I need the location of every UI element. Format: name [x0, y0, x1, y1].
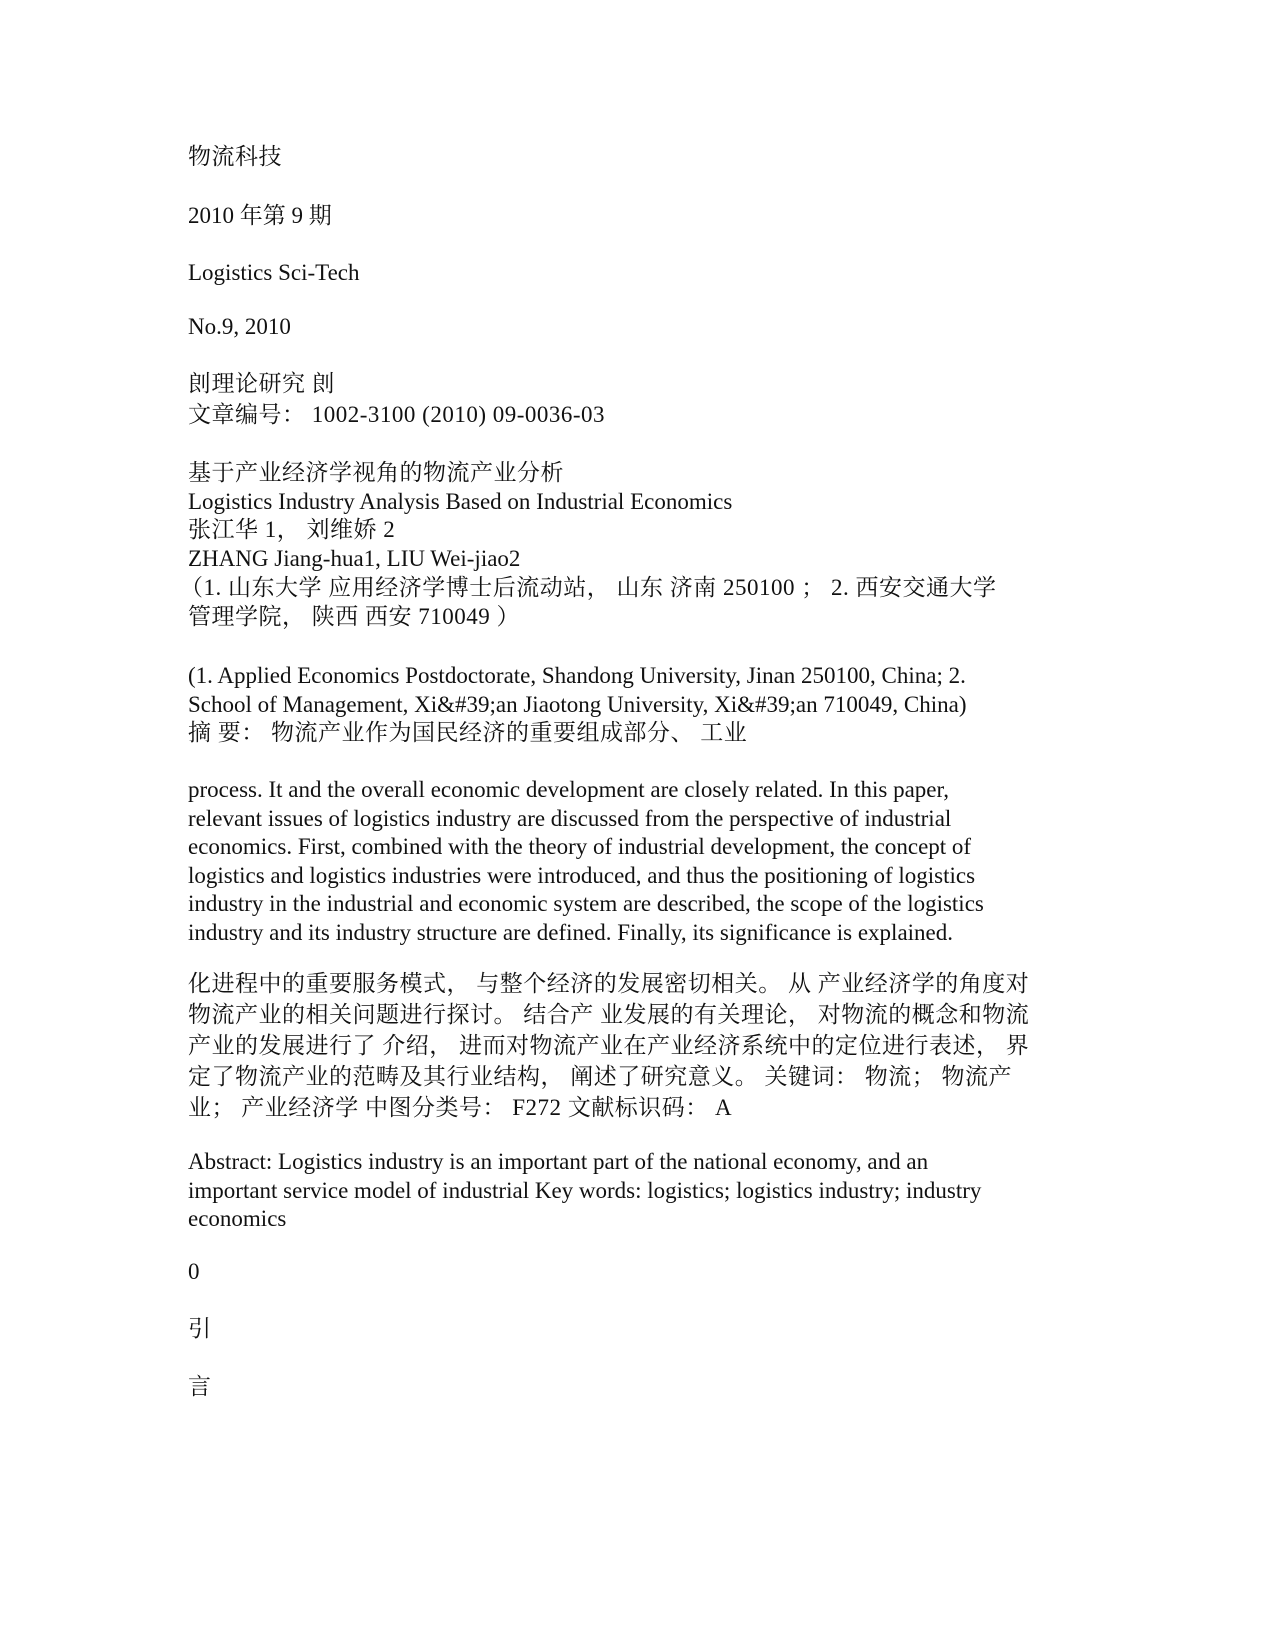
abstract-en-line: process. It and the overall economic development are closely related. In this paper, — [188, 777, 949, 802]
authors-cn: 张江华 1， 刘维娇 2 — [188, 517, 396, 542]
abstract-cn-line: 产业的发展进行了 介绍， 进而对物流产业在产业经济系统中的定位进行表述， 界 — [188, 1033, 1030, 1058]
section-heading-char-2: 言 — [188, 1374, 212, 1399]
abstract-cn-start: 摘 要： 物流产业作为国民经济的重要组成部分、 工业 — [188, 720, 748, 745]
abstract-en-line: relevant issues of logistics industry are discussed from the perspective of industrial — [188, 805, 952, 831]
article-number: 文章编号： 1002-3100 (2010) 09-0036-03 — [188, 402, 606, 427]
issue-en: No.9, 2010 — [188, 314, 291, 339]
section-number: 0 — [188, 1259, 200, 1284]
title-cn: 基于产业经济学视角的物流产业分析 — [188, 460, 564, 485]
abstract-cn-body — [188, 968, 1108, 1123]
abstract-cn-line: 业； 产业经济学 中图分类号： F272 文献标识码： A — [188, 1095, 733, 1120]
abstract-en-line: industry in the industrial and economic system are described, the scope of the logistics — [188, 891, 984, 916]
journal-name-en: Logistics Sci-Tech — [188, 260, 360, 285]
authors-en: ZHANG Jiang-hua1, LIU Wei-jiao2 — [188, 546, 521, 571]
abstract-en-summary-line: Abstract: Logistics industry is an important part of the national economy, and an — [188, 1149, 929, 1174]
affiliation-en-line: School of Management, Xi&#39;an Jiaotong University, Xi&#39;an 710049, China) — [188, 691, 967, 717]
column-label: 剆理论研究 剆 — [188, 371, 336, 396]
title-en: Logistics Industry Analysis Based on Industrial Economics — [188, 489, 733, 514]
affiliation-en — [188, 662, 1108, 748]
affiliation-cn-line: 管理学院， 陕西 西安 710049 ） — [188, 603, 520, 629]
abstract-cn-line: 物流产业的相关问题进行探讨。 结合产 业发展的有关理论， 对物流的概念和物流 — [188, 1002, 1030, 1027]
issue-cn: 2010 年第 9 期 — [188, 203, 332, 228]
affiliation-cn-line: （1. 山东大学 应用经济学博士后流动站， 山东 济南 250100 ； 2. 西安交通大学 — [180, 575, 997, 600]
abstract-en — [188, 1148, 1108, 1234]
affiliation-cn — [180, 574, 1100, 631]
abstract-en-line: industry and its industry structure are defined. Finally, its significance is explained. — [188, 919, 953, 945]
abstract-en-line: logistics and logistics industries were introduced, and thus the positioning of logistics — [188, 862, 976, 888]
affiliation-en-line: (1. Applied Economics Postdoctorate, Shandong University, Jinan 250100, China; 2. — [188, 663, 966, 688]
abstract-cn-line: 化进程中的重要服务模式， 与整个经济的发展密切相关。 从 产业经济学的角度对 — [188, 971, 1030, 996]
abstract-en-body — [188, 776, 1108, 947]
abstract-cn-line: 定了物流产业的范畴及其行业结构， 阐述了研究意义。 关键词： 物流； 物流产 — [188, 1064, 1012, 1089]
abstract-en-summary-line: important service model of industrial Key words: logistics; logistics industry; industry — [188, 1177, 982, 1203]
abstract-en-line: economics. First, combined with the theory of industrial development, the concept of — [188, 834, 972, 859]
abstract-en-summary-line: economics — [188, 1206, 287, 1231]
section-heading-char-1: 引 — [188, 1316, 212, 1341]
journal-name-cn: 物流科技 — [188, 144, 282, 169]
